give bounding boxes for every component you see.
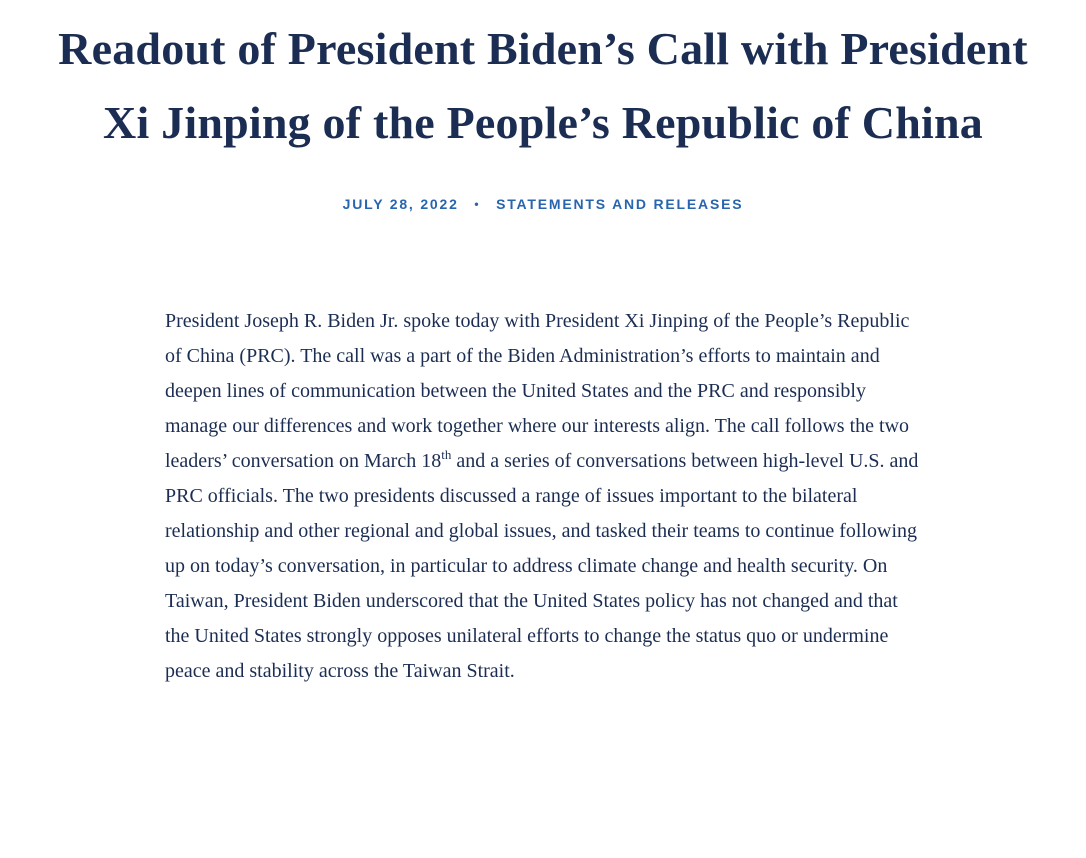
paragraph-text-after-superscript: and a series of conversations between high-level U.S. and PRC officials. The two presidents discussed a range of issues important to the bilateral relationship and other regional and global issues, and tasked their teams to continue following up on today’s conversation, in particular to address climate change and health security. On Taiwan, President Biden underscored that the United States policy has not changed and that the United States strongly opposes unilateral efforts to change the status quo or undermine peace and stability across the Taiwan Strait. [165,450,919,682]
meta-separator-dot: • [474,197,481,211]
article-main [0,304,1086,689]
paragraph-text-before-superscript: President Joseph R. Biden Jr. spoke today with President Xi Jinping of the People’s Republic of China (PRC). The call was a part of the Biden Administration’s efforts to maintain and deepen lines of communication between the United States and the PRC and responsibly manage our differences and work together where our interests align. The call follows the two leaders’ conversation on March 18 [165,310,910,472]
ordinal-superscript: th [441,447,452,462]
page-title: Readout of President Biden’s Call with President Xi Jinping of the People’s Republic of China [58,23,1028,148]
meta-category-link[interactable]: STATEMENTS AND RELEASES [496,196,744,212]
article-header [0,0,1086,212]
article-meta [0,196,1086,212]
article-paragraph [165,304,921,689]
meta-date: JULY 28, 2022 [342,196,459,212]
